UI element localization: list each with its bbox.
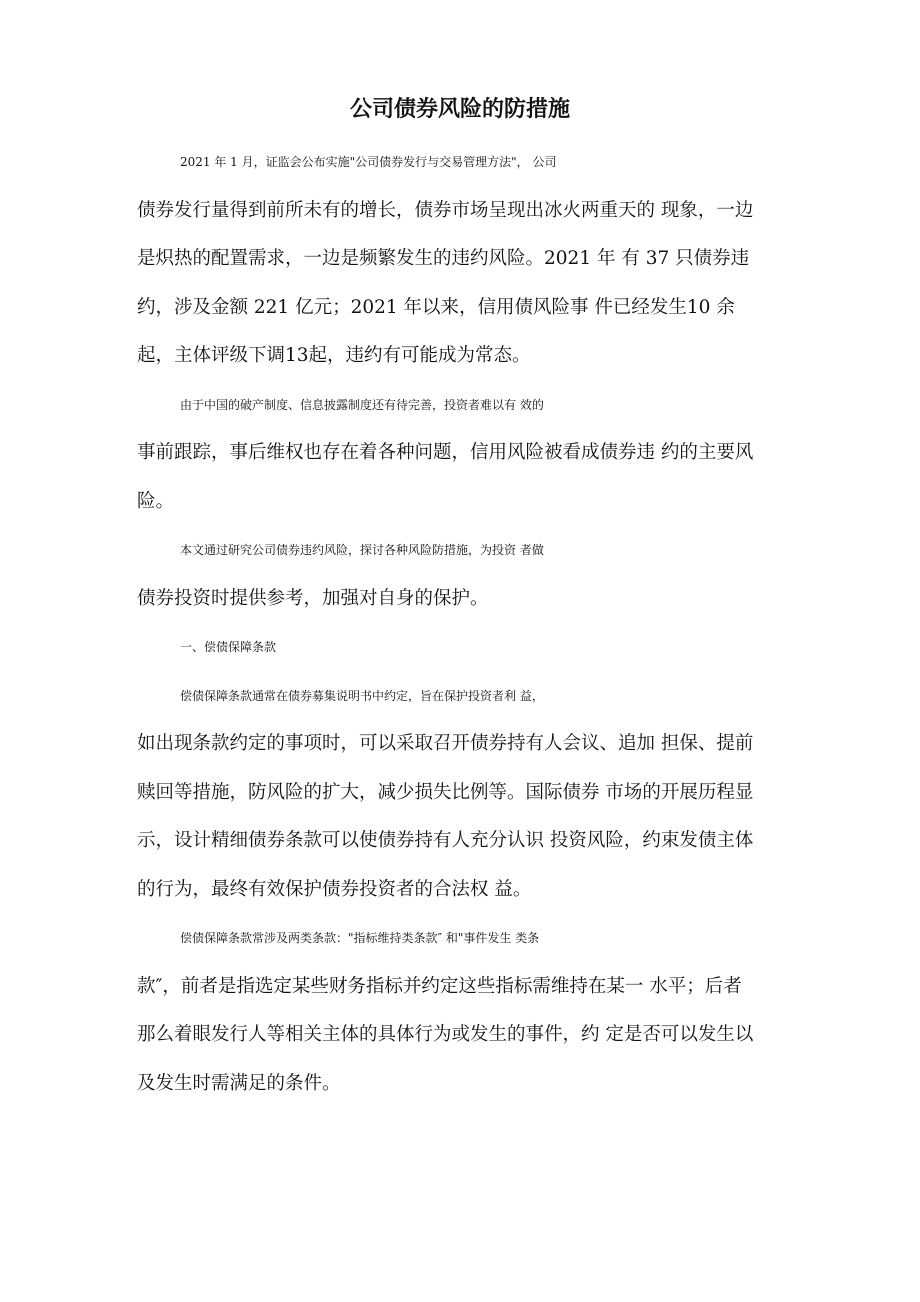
heading-line: 一、偿债保障条款 bbox=[180, 640, 277, 654]
text-line: 债券发行量得到前所未有的增长，债券市场呈现出冰火两重天的 现象，一边 bbox=[137, 199, 754, 221]
text-line: 事前跟踪，事后维权也存在着各种问题，信用风险被看成债券违 约的主要风 bbox=[137, 442, 754, 463]
text-line: 偿债保障条款通常在债券募集说明书中约定，旨在保护投资者利 益， bbox=[180, 688, 544, 703]
text-line: 如出现条款约定的事项时，可以采取召开债券持有人会议、追加 担保、提前 bbox=[137, 733, 754, 754]
text-line: 由于中国的破产制度、信息披露制度还有待完善，投资者难以有 效的 bbox=[180, 397, 544, 412]
text-line: 赎回等措施，防风险的扩大，减少损失比例等。国际债券 市场的开展历程显 bbox=[137, 781, 754, 803]
text-line: 约，涉及金额 221 亿元；2021 年以来，信用债风险事 件已经发生10 余 bbox=[137, 296, 735, 318]
text-line: 2021 年 1 月，证监会公布实施"公司债券发行与交易管理方法"， 公司 bbox=[180, 155, 557, 169]
paragraph bbox=[137, 526, 797, 623]
document-title: 公司债券风险的防措施 bbox=[349, 97, 570, 122]
text-line: 是炽热的配置需求，一边是频繁发生的违约风险。2021 年 有 37 只债券违 bbox=[137, 248, 750, 269]
text-line: 险。 bbox=[137, 490, 175, 512]
text-line: 示，设计精细债券条款可以使债券持有人充分认识 投资风险，约束发债主体 bbox=[137, 830, 754, 851]
paragraph bbox=[137, 138, 797, 381]
text-line: 偿债保障条款常涉及两类条款："指标维持类条款″ 和"事件发生 类条 bbox=[180, 931, 540, 945]
text-line: 那么着眼发行人等相关主体的具体行为或发生的事件，约 定是否可以发生以 bbox=[137, 1024, 754, 1045]
section-heading bbox=[137, 623, 797, 672]
text-line: 款″，前者是指选定某些财务指标并约定这些指标需维持在某一 水平；后者 bbox=[137, 975, 742, 997]
text-line: 及发生时需满足的条件。 bbox=[137, 1072, 341, 1094]
text-line: 本文通过研究公司债券违约风险，探讨各种风险防措施，为投资 者做 bbox=[180, 543, 544, 557]
paragraph bbox=[137, 381, 797, 527]
text-line: 起，主体评级下调13起，违约有可能成为常态。 bbox=[137, 345, 531, 366]
document-body bbox=[137, 138, 797, 1108]
text-line: 的行为，最终有效保护债券投资者的合法权 益。 bbox=[137, 878, 532, 900]
text-line: 债券投资时提供参考，加强对自身的保护。 bbox=[137, 587, 489, 609]
paragraph bbox=[137, 914, 797, 1108]
paragraph bbox=[137, 672, 797, 915]
